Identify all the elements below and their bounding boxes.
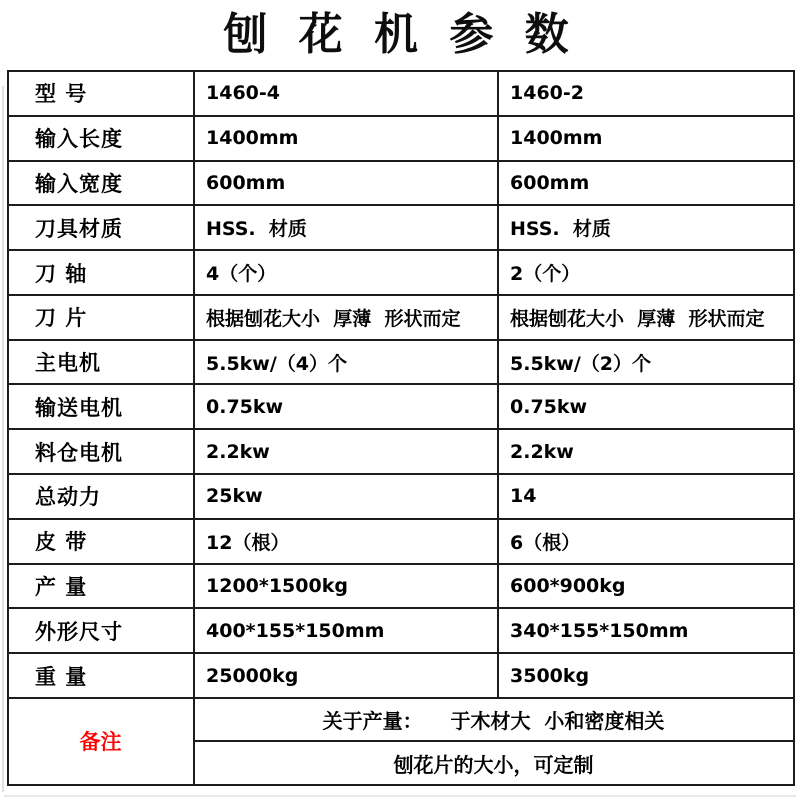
- scan-artifact-left-edge: [2, 86, 4, 792]
- row-value-input-width-1: 600mm: [194, 161, 498, 206]
- table-row: [8, 474, 794, 519]
- table-row: [8, 519, 794, 564]
- row-value-hopper-motor-1: 2.2kw: [194, 429, 498, 474]
- table-row: [8, 250, 794, 295]
- row-value-input-length-1: 1400mm: [194, 116, 498, 161]
- row-label-dimensions: 外形尺寸: [8, 608, 194, 653]
- row-value-total-power-1: 25kw: [194, 474, 498, 519]
- table-row: [8, 71, 794, 116]
- remark-label: 备注: [8, 698, 194, 785]
- row-label-hopper-motor: 料仓电机: [8, 429, 194, 474]
- row-value-weight-1: 25000kg: [194, 653, 498, 698]
- row-value-blade-1: 根据刨花大小 厚薄 形状而定: [194, 295, 498, 340]
- row-value-knife-shaft-2: 2（个）: [498, 250, 794, 295]
- row-value-input-length-2: 1400mm: [498, 116, 794, 161]
- row-value-belt-1: 12（根）: [194, 519, 498, 564]
- table-row-remark: [8, 698, 794, 741]
- row-value-knife-shaft-1: 4（个）: [194, 250, 498, 295]
- row-value-belt-2: 6（根）: [498, 519, 794, 564]
- row-value-output-1: 1200*1500kg: [194, 564, 498, 609]
- row-label-input-width: 输入宽度: [8, 161, 194, 206]
- table-row: [8, 340, 794, 385]
- row-label-belt: 皮 带: [8, 519, 194, 564]
- row-value-model-1: 1460-4: [194, 71, 498, 116]
- row-label-blade: 刀 片: [8, 295, 194, 340]
- table-row: [8, 205, 794, 250]
- table-row: [8, 161, 794, 206]
- row-value-main-motor-2: 5.5kw/（2）个: [498, 340, 794, 385]
- row-value-main-motor-1: 5.5kw/（4）个: [194, 340, 498, 385]
- row-value-input-width-2: 600mm: [498, 161, 794, 206]
- row-label-model: 型 号: [8, 71, 194, 116]
- row-value-conveyor-motor-2: 0.75kw: [498, 384, 794, 429]
- row-value-blade-material-1: HSS. 材质: [194, 205, 498, 250]
- row-value-total-power-2: 14: [498, 474, 794, 519]
- table-row: [8, 384, 794, 429]
- row-value-model-2: 1460-2: [498, 71, 794, 116]
- row-label-knife-shaft: 刀 轴: [8, 250, 194, 295]
- row-label-weight: 重 量: [8, 653, 194, 698]
- table-row: [8, 608, 794, 653]
- page-title: 刨 花 机 参 数: [223, 9, 577, 60]
- remark-line-2: 刨花片的大小，可定制: [194, 741, 794, 785]
- row-value-blade-2: 根据刨花大小 厚薄 形状而定: [498, 295, 794, 340]
- row-value-weight-2: 3500kg: [498, 653, 794, 698]
- row-label-blade-material: 刀具材质: [8, 205, 194, 250]
- remark-line-1: 关于产量： 于木材大 小和密度相关: [194, 698, 794, 741]
- row-label-main-motor: 主电机: [8, 340, 194, 385]
- row-label-input-length: 输入长度: [8, 116, 194, 161]
- row-value-output-2: 600*900kg: [498, 564, 794, 609]
- scan-artifact-bottom-edge: [4, 795, 796, 797]
- table-row: [8, 429, 794, 474]
- row-label-conveyor-motor: 输送电机: [8, 384, 194, 429]
- spec-table: [7, 70, 795, 786]
- row-value-conveyor-motor-1: 0.75kw: [194, 384, 498, 429]
- row-value-hopper-motor-2: 2.2kw: [498, 429, 794, 474]
- row-label-total-power: 总动力: [8, 474, 194, 519]
- table-row: [8, 564, 794, 609]
- row-value-dimensions-2: 340*155*150mm: [498, 608, 794, 653]
- row-value-blade-material-2: HSS. 材质: [498, 205, 794, 250]
- table-row: [8, 295, 794, 340]
- table-row: [8, 116, 794, 161]
- table-row: [8, 653, 794, 698]
- row-value-dimensions-1: 400*155*150mm: [194, 608, 498, 653]
- row-label-output: 产 量: [8, 564, 194, 609]
